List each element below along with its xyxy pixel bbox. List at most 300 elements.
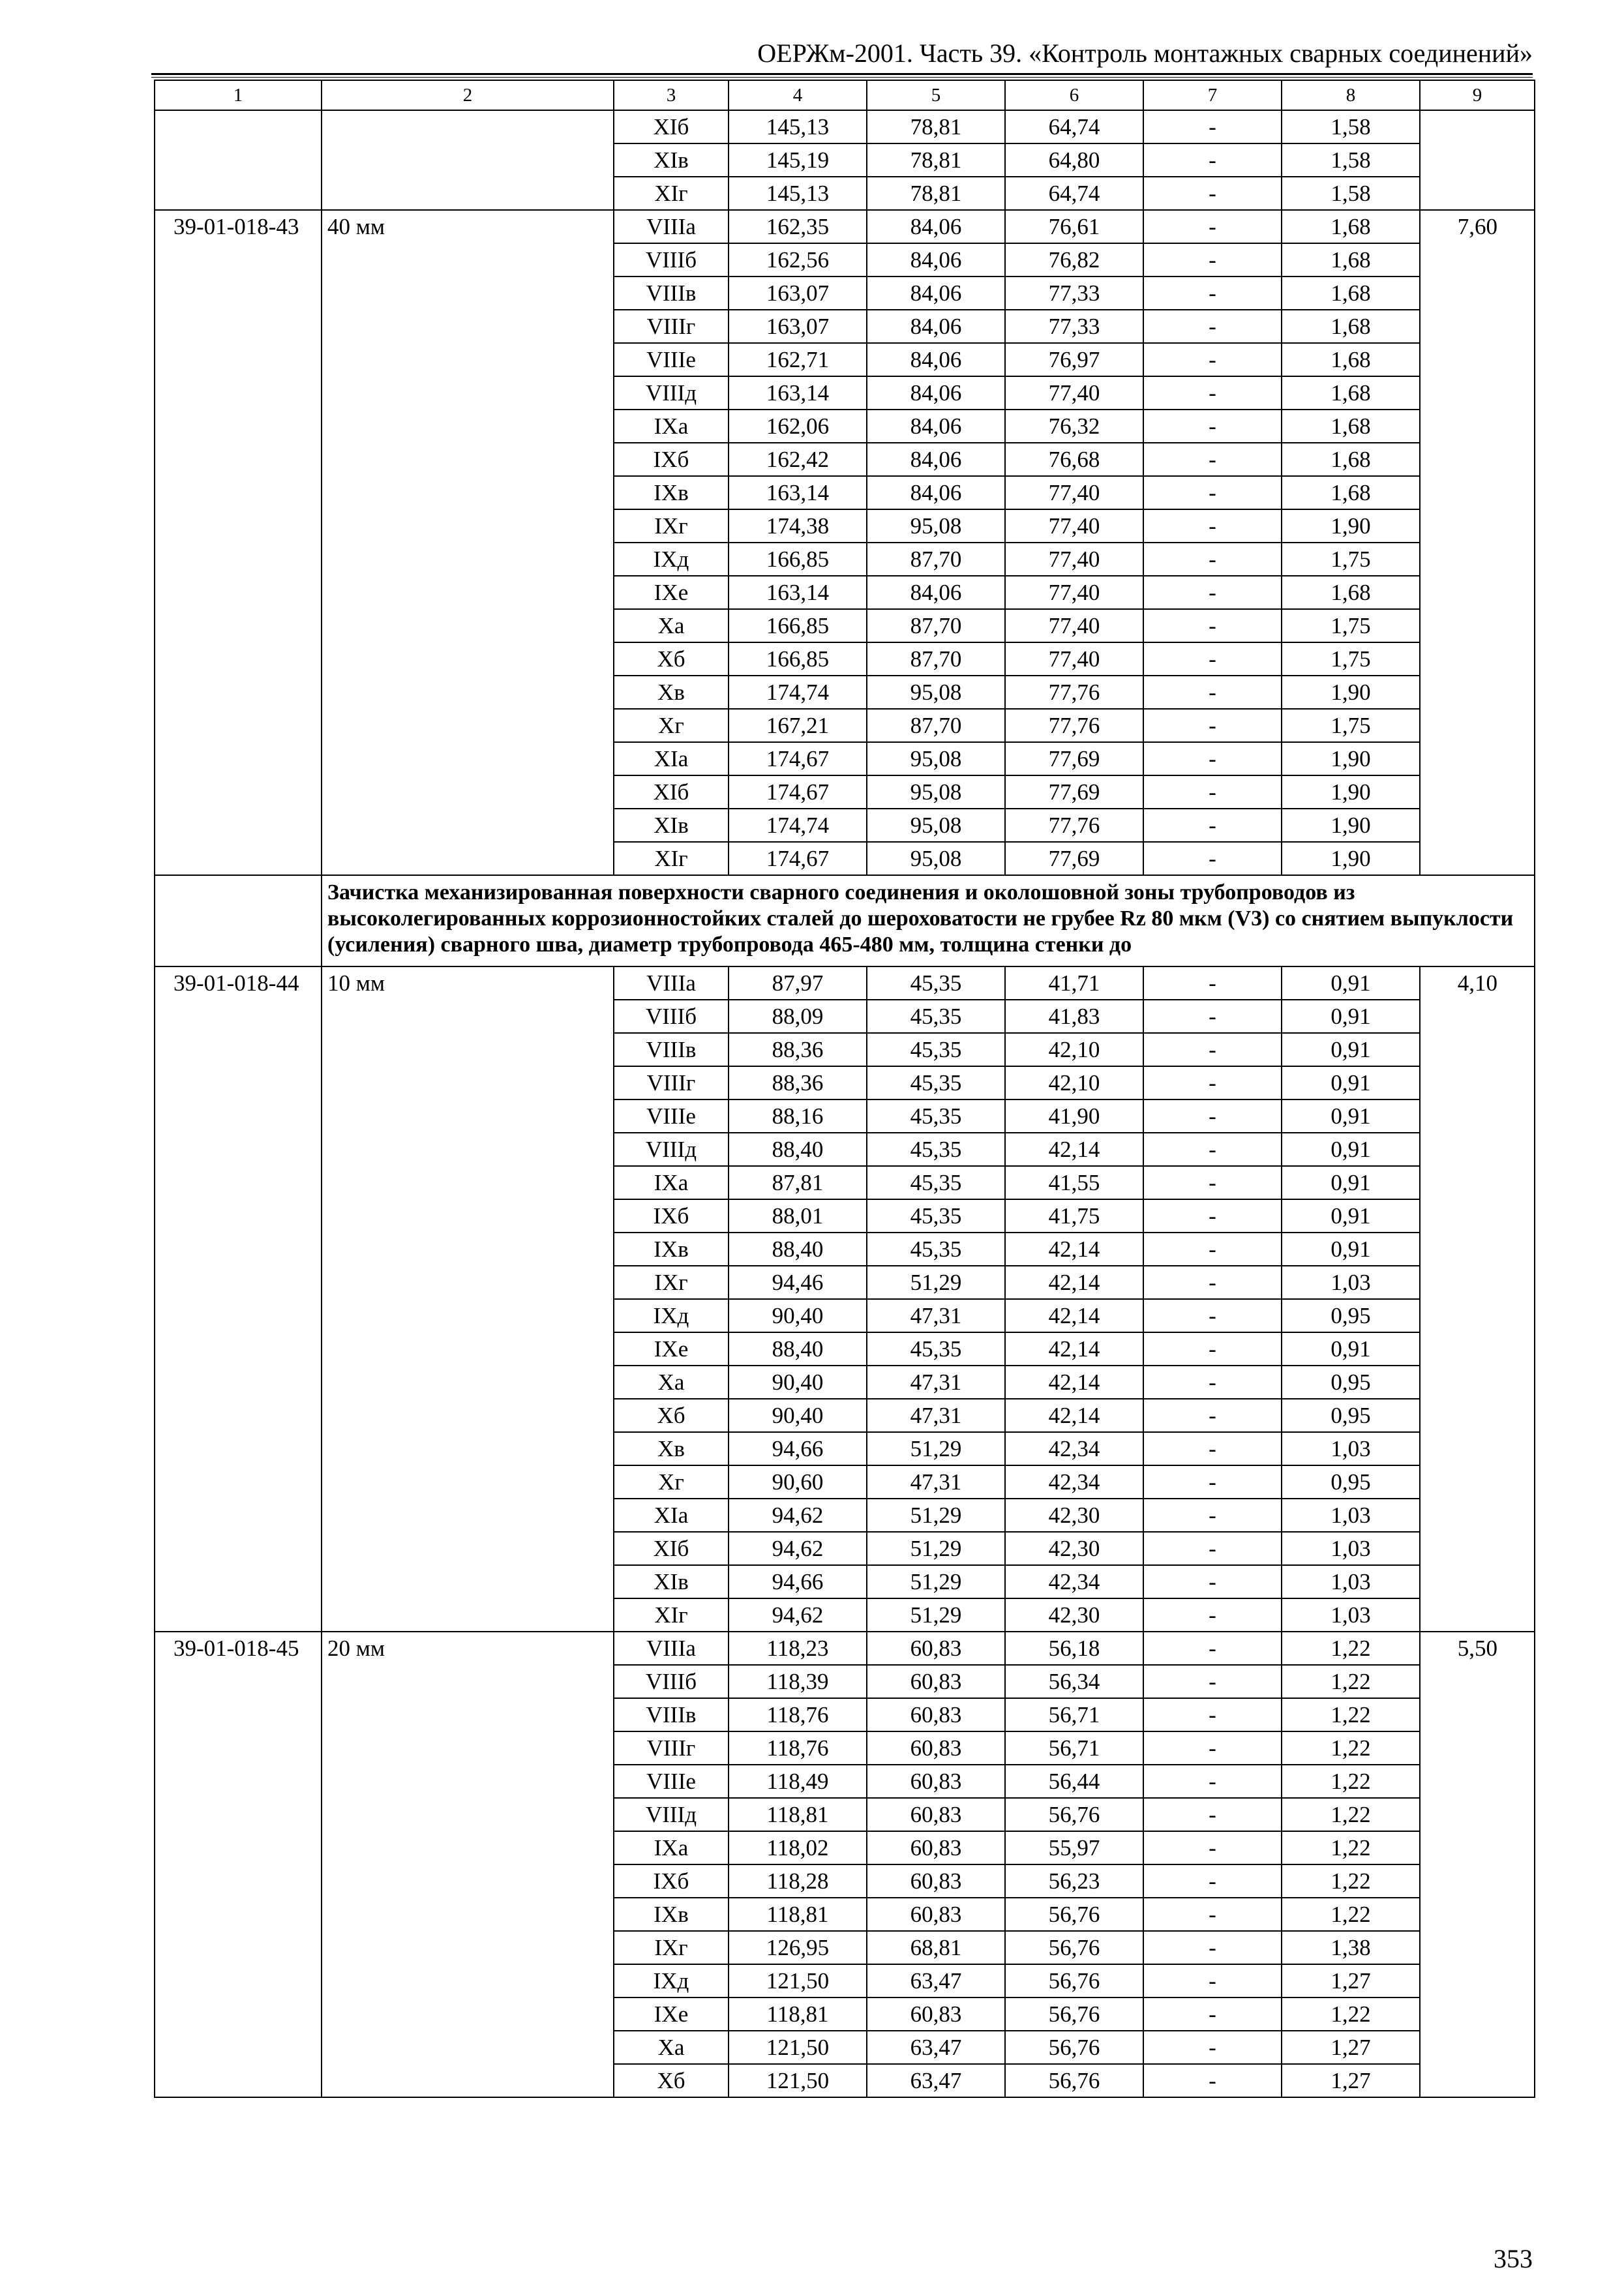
value-cell: VIIIг [614, 310, 729, 343]
value-cell: 166,85 [729, 543, 867, 576]
value-cell: 45,35 [867, 1066, 1005, 1100]
value-cell: 42,34 [1005, 1432, 1143, 1465]
value-cell: - [1143, 842, 1282, 875]
value-cell: 95,08 [867, 809, 1005, 842]
value-cell: IXе [614, 1332, 729, 1366]
page-number: 353 [1494, 2244, 1533, 2273]
code-cell: 39-01-018-43 [155, 210, 322, 875]
value-cell: Xб [614, 2064, 729, 2097]
value-cell: 1,90 [1282, 842, 1420, 875]
value-cell: 162,42 [729, 443, 867, 476]
value-cell: 56,76 [1005, 1798, 1143, 1831]
value-cell: - [1143, 1765, 1282, 1798]
value-cell: 56,18 [1005, 1632, 1143, 1665]
value-cell: 163,07 [729, 310, 867, 343]
value-cell: 88,16 [729, 1100, 867, 1133]
value-cell: 1,22 [1282, 1765, 1420, 1798]
value-cell: VIIIв [614, 277, 729, 310]
value-cell: - [1143, 1133, 1282, 1166]
value-cell: 78,81 [867, 110, 1005, 143]
value-cell: - [1143, 509, 1282, 543]
value-cell: 121,50 [729, 2064, 867, 2097]
value-cell: 45,35 [867, 1332, 1005, 1366]
value-cell: VIIIв [614, 1698, 729, 1731]
value-cell: 42,14 [1005, 1233, 1143, 1266]
value-cell: 42,10 [1005, 1066, 1143, 1100]
value-cell: 1,90 [1282, 676, 1420, 709]
column-number: 6 [1005, 80, 1143, 110]
value-cell: 1,75 [1282, 609, 1420, 642]
value-cell: 1,22 [1282, 1831, 1420, 1864]
value-cell: 90,40 [729, 1366, 867, 1399]
value-cell: 42,30 [1005, 1598, 1143, 1632]
value-cell: VIIIа [614, 210, 729, 243]
value-cell: - [1143, 775, 1282, 809]
value-cell: 87,81 [729, 1166, 867, 1199]
value-cell: 162,35 [729, 210, 867, 243]
value-cell: 118,76 [729, 1698, 867, 1731]
code-cell [155, 110, 322, 210]
value-cell: 1,22 [1282, 1731, 1420, 1765]
value-cell: 56,76 [1005, 1964, 1143, 1997]
value-cell: VIIIб [614, 1000, 729, 1033]
value-cell: 162,56 [729, 243, 867, 277]
value-cell: IXв [614, 1898, 729, 1931]
value-cell: - [1143, 243, 1282, 277]
table-row [155, 1632, 1535, 1665]
value-cell: 60,83 [867, 1765, 1005, 1798]
value-cell: 1,38 [1282, 1931, 1420, 1964]
value-cell: - [1143, 1898, 1282, 1931]
value-cell: 60,83 [867, 1731, 1005, 1765]
value-cell: - [1143, 1465, 1282, 1499]
value-cell: 88,40 [729, 1332, 867, 1366]
section-row [155, 875, 1535, 966]
value-cell: XIв [614, 143, 729, 177]
value-cell: 84,06 [867, 443, 1005, 476]
value-cell: VIIIе [614, 1765, 729, 1798]
value-cell: 87,70 [867, 543, 1005, 576]
value-cell: 174,67 [729, 775, 867, 809]
value-cell: - [1143, 443, 1282, 476]
column-number: 7 [1143, 80, 1282, 110]
value-cell: 1,22 [1282, 1864, 1420, 1898]
value-cell: 1,22 [1282, 1898, 1420, 1931]
value-cell: 88,09 [729, 1000, 867, 1033]
value-cell: 76,68 [1005, 443, 1143, 476]
value-cell: 42,34 [1005, 1465, 1143, 1499]
value-cell: 1,68 [1282, 410, 1420, 443]
value-cell: 88,01 [729, 1199, 867, 1233]
value-cell: 0,91 [1282, 1033, 1420, 1066]
value-cell: - [1143, 1366, 1282, 1399]
value-cell: 1,03 [1282, 1266, 1420, 1299]
value-cell: 56,71 [1005, 1731, 1143, 1765]
value-cell: 87,70 [867, 642, 1005, 676]
table-row [155, 210, 1535, 243]
value-cell: 88,40 [729, 1233, 867, 1266]
value-cell: 56,76 [1005, 1997, 1143, 2031]
value-cell: 1,68 [1282, 443, 1420, 476]
value-cell: 88,40 [729, 1133, 867, 1166]
value-cell: - [1143, 609, 1282, 642]
value-cell: - [1143, 2031, 1282, 2064]
value-cell: 145,19 [729, 143, 867, 177]
value-cell: 1,68 [1282, 476, 1420, 509]
value-cell: 51,29 [867, 1266, 1005, 1299]
value-cell: XIб [614, 110, 729, 143]
value-cell: 1,75 [1282, 642, 1420, 676]
value-cell: 42,30 [1005, 1499, 1143, 1532]
value-cell: 60,83 [867, 1997, 1005, 2031]
value-cell: 95,08 [867, 775, 1005, 809]
value-cell: 60,83 [867, 1632, 1005, 1665]
value-cell: 126,95 [729, 1931, 867, 1964]
column-number: 4 [729, 80, 867, 110]
value-cell: IXд [614, 1964, 729, 1997]
value-cell: 47,31 [867, 1399, 1005, 1432]
code-cell: 39-01-018-45 [155, 1632, 322, 2097]
value-cell: 41,90 [1005, 1100, 1143, 1133]
value-cell: 45,35 [867, 1000, 1005, 1033]
value-cell: 60,83 [867, 1898, 1005, 1931]
value-cell: VIIIа [614, 1632, 729, 1665]
value-cell: 51,29 [867, 1598, 1005, 1632]
value-cell: 77,69 [1005, 775, 1143, 809]
value-cell: 63,47 [867, 2064, 1005, 2097]
column-number: 2 [322, 80, 614, 110]
value-cell: 94,62 [729, 1499, 867, 1532]
value-cell: 163,14 [729, 376, 867, 410]
value-cell: - [1143, 210, 1282, 243]
value-cell: 76,32 [1005, 410, 1143, 443]
thickness-cell: 40 мм [322, 210, 614, 875]
value-cell: VIIIе [614, 1100, 729, 1133]
total-cell: 4,10 [1420, 966, 1535, 1632]
value-cell: 0,91 [1282, 1000, 1420, 1033]
value-cell: - [1143, 1166, 1282, 1199]
value-cell: 94,62 [729, 1598, 867, 1632]
value-cell: 60,83 [867, 1864, 1005, 1898]
value-cell: 1,90 [1282, 509, 1420, 543]
value-cell: IXа [614, 1831, 729, 1864]
value-cell: 1,22 [1282, 1997, 1420, 2031]
value-cell: VIIIб [614, 1665, 729, 1698]
value-cell: 1,58 [1282, 143, 1420, 177]
column-number: 8 [1282, 80, 1420, 110]
value-cell: - [1143, 1598, 1282, 1632]
value-cell: VIIIе [614, 343, 729, 376]
value-cell: 1,68 [1282, 576, 1420, 609]
value-cell: 78,81 [867, 177, 1005, 210]
value-cell: 84,06 [867, 476, 1005, 509]
value-cell: 174,67 [729, 742, 867, 775]
thickness-cell: 20 мм [322, 1632, 614, 2097]
value-cell: 90,40 [729, 1399, 867, 1432]
value-cell: 88,36 [729, 1066, 867, 1100]
value-cell: 121,50 [729, 2031, 867, 2064]
column-number: 1 [155, 80, 322, 110]
value-cell: 163,14 [729, 576, 867, 609]
value-cell: 42,30 [1005, 1532, 1143, 1565]
value-cell: 51,29 [867, 1432, 1005, 1465]
value-cell: - [1143, 1632, 1282, 1665]
value-cell: 60,83 [867, 1798, 1005, 1831]
column-number: 5 [867, 80, 1005, 110]
value-cell: - [1143, 1066, 1282, 1100]
value-cell: XIб [614, 775, 729, 809]
value-cell: 77,33 [1005, 277, 1143, 310]
thickness-cell: 10 мм [322, 966, 614, 1632]
value-cell: - [1143, 476, 1282, 509]
value-cell: 94,66 [729, 1565, 867, 1598]
value-cell: IXб [614, 1864, 729, 1898]
value-cell: 166,85 [729, 642, 867, 676]
value-cell: 1,58 [1282, 110, 1420, 143]
value-cell: 1,22 [1282, 1698, 1420, 1731]
value-cell: 77,76 [1005, 676, 1143, 709]
value-cell: 145,13 [729, 177, 867, 210]
value-cell: VIIIа [614, 966, 729, 1000]
value-cell: IXг [614, 1266, 729, 1299]
value-cell: 56,76 [1005, 2031, 1143, 2064]
value-cell: IXв [614, 1233, 729, 1266]
value-cell: 162,71 [729, 343, 867, 376]
value-cell: 56,44 [1005, 1765, 1143, 1798]
value-cell: - [1143, 177, 1282, 210]
value-cell: - [1143, 1233, 1282, 1266]
value-cell: VIIIг [614, 1731, 729, 1765]
value-cell: 167,21 [729, 709, 867, 742]
value-cell: - [1143, 1499, 1282, 1532]
value-cell: 47,31 [867, 1299, 1005, 1332]
value-cell: 0,95 [1282, 1465, 1420, 1499]
value-cell: 56,76 [1005, 2064, 1143, 2097]
value-cell: - [1143, 1000, 1282, 1033]
value-cell: - [1143, 376, 1282, 410]
value-cell: 55,97 [1005, 1831, 1143, 1864]
value-cell: 95,08 [867, 842, 1005, 875]
value-cell: 42,14 [1005, 1133, 1143, 1166]
value-cell: - [1143, 1033, 1282, 1066]
table-row [155, 966, 1535, 1000]
value-cell: - [1143, 1698, 1282, 1731]
value-cell: - [1143, 410, 1282, 443]
value-cell: 84,06 [867, 210, 1005, 243]
value-cell: 64,74 [1005, 110, 1143, 143]
value-cell: 47,31 [867, 1465, 1005, 1499]
value-cell: 45,35 [867, 1199, 1005, 1233]
value-cell: Xа [614, 609, 729, 642]
value-cell: 0,91 [1282, 1332, 1420, 1366]
value-cell: Xб [614, 1399, 729, 1432]
value-cell: 1,68 [1282, 376, 1420, 410]
value-cell: - [1143, 2064, 1282, 2097]
value-cell: 0,91 [1282, 966, 1420, 1000]
value-cell: IXб [614, 443, 729, 476]
value-cell: 47,31 [867, 1366, 1005, 1399]
value-cell: IXд [614, 543, 729, 576]
value-cell: - [1143, 576, 1282, 609]
value-cell: 1,90 [1282, 775, 1420, 809]
value-cell: 42,14 [1005, 1332, 1143, 1366]
value-cell: - [1143, 1831, 1282, 1864]
value-cell: 118,49 [729, 1765, 867, 1798]
value-cell: 84,06 [867, 343, 1005, 376]
value-cell: 42,14 [1005, 1299, 1143, 1332]
value-cell: 60,83 [867, 1665, 1005, 1698]
value-cell: - [1143, 1731, 1282, 1765]
value-cell: 163,07 [729, 277, 867, 310]
value-cell: 1,03 [1282, 1565, 1420, 1598]
value-cell: 42,14 [1005, 1266, 1143, 1299]
value-cell: 77,40 [1005, 376, 1143, 410]
value-cell: - [1143, 1964, 1282, 1997]
value-cell: 94,66 [729, 1432, 867, 1465]
value-cell: 42,14 [1005, 1366, 1143, 1399]
value-cell: 90,40 [729, 1299, 867, 1332]
value-cell: IXг [614, 509, 729, 543]
value-cell: 0,95 [1282, 1366, 1420, 1399]
norms-table [154, 80, 1535, 2098]
value-cell: 87,70 [867, 609, 1005, 642]
section-description: Зачистка механизированная поверхности сварного соединения и околошовной зоны трубопроводов из высоколегированных коррозионностойких сталей до шероховатости не грубее Rz 80 мкм (V3) со снятием выпуклости (усиления) сварного шва, диаметр трубопровода 465-480 мм, толщина стенки до [322, 875, 1535, 966]
value-cell: 60,83 [867, 1831, 1005, 1864]
value-cell: IXа [614, 1166, 729, 1199]
value-cell: 76,82 [1005, 243, 1143, 277]
value-cell: - [1143, 709, 1282, 742]
value-cell: 1,68 [1282, 343, 1420, 376]
value-cell: 77,40 [1005, 543, 1143, 576]
value-cell: 56,76 [1005, 1931, 1143, 1964]
code-cell: 39-01-018-44 [155, 966, 322, 1632]
value-cell: 84,06 [867, 410, 1005, 443]
value-cell: 0,91 [1282, 1166, 1420, 1199]
value-cell: 1,03 [1282, 1598, 1420, 1632]
value-cell: 68,81 [867, 1931, 1005, 1964]
value-cell: - [1143, 343, 1282, 376]
value-cell: - [1143, 543, 1282, 576]
value-cell: 42,14 [1005, 1399, 1143, 1432]
value-cell: VIIIд [614, 1798, 729, 1831]
value-cell: 94,62 [729, 1532, 867, 1565]
column-number-row [155, 80, 1535, 110]
value-cell: Xв [614, 676, 729, 709]
total-cell: 5,50 [1420, 1632, 1535, 2097]
value-cell: 41,55 [1005, 1166, 1143, 1199]
value-cell: 63,47 [867, 2031, 1005, 2064]
value-cell: - [1143, 1997, 1282, 2031]
value-cell: 41,83 [1005, 1000, 1143, 1033]
value-cell: Xв [614, 1432, 729, 1465]
value-cell: 84,06 [867, 277, 1005, 310]
total-cell [1420, 110, 1535, 210]
value-cell: - [1143, 966, 1282, 1000]
value-cell: - [1143, 1931, 1282, 1964]
value-cell: 77,33 [1005, 310, 1143, 343]
value-cell: 76,97 [1005, 343, 1143, 376]
value-cell: 1,22 [1282, 1665, 1420, 1698]
value-cell: 145,13 [729, 110, 867, 143]
value-cell: 174,74 [729, 676, 867, 709]
value-cell: 51,29 [867, 1499, 1005, 1532]
value-cell: 64,80 [1005, 143, 1143, 177]
value-cell: 1,75 [1282, 709, 1420, 742]
table-row [155, 110, 1535, 143]
value-cell: 174,74 [729, 809, 867, 842]
value-cell: 77,40 [1005, 609, 1143, 642]
value-cell: Xг [614, 709, 729, 742]
value-cell: XIб [614, 1532, 729, 1565]
value-cell: 94,46 [729, 1266, 867, 1299]
value-cell: 1,27 [1282, 2064, 1420, 2097]
value-cell: 0,91 [1282, 1133, 1420, 1166]
value-cell: 60,83 [867, 1698, 1005, 1731]
value-cell: 118,23 [729, 1632, 867, 1665]
value-cell: 166,85 [729, 609, 867, 642]
value-cell: - [1143, 1665, 1282, 1698]
value-cell: IXа [614, 410, 729, 443]
value-cell: 118,02 [729, 1831, 867, 1864]
value-cell: 1,03 [1282, 1432, 1420, 1465]
table-body [155, 80, 1535, 2097]
value-cell: - [1143, 1299, 1282, 1332]
value-cell: 95,08 [867, 676, 1005, 709]
value-cell: 1,68 [1282, 277, 1420, 310]
value-cell: 77,40 [1005, 476, 1143, 509]
value-cell: 84,06 [867, 243, 1005, 277]
value-cell: 0,91 [1282, 1066, 1420, 1100]
value-cell: 56,71 [1005, 1698, 1143, 1731]
value-cell: 42,34 [1005, 1565, 1143, 1598]
value-cell: XIг [614, 842, 729, 875]
value-cell: 77,40 [1005, 509, 1143, 543]
value-cell: XIг [614, 1598, 729, 1632]
value-cell: 88,36 [729, 1033, 867, 1066]
value-cell: 45,35 [867, 1233, 1005, 1266]
value-cell: - [1143, 1432, 1282, 1465]
value-cell: - [1143, 110, 1282, 143]
value-cell: 76,61 [1005, 210, 1143, 243]
value-cell: 64,74 [1005, 177, 1143, 210]
column-number: 9 [1420, 80, 1535, 110]
value-cell: 51,29 [867, 1532, 1005, 1565]
value-cell: - [1143, 1565, 1282, 1598]
value-cell: 84,06 [867, 576, 1005, 609]
value-cell: 51,29 [867, 1565, 1005, 1598]
value-cell: Xб [614, 642, 729, 676]
value-cell: VIIIд [614, 376, 729, 410]
value-cell: 45,35 [867, 1133, 1005, 1166]
value-cell: 118,81 [729, 1798, 867, 1831]
value-cell: XIа [614, 742, 729, 775]
value-cell: - [1143, 1798, 1282, 1831]
value-cell: 1,27 [1282, 2031, 1420, 2064]
value-cell: XIа [614, 1499, 729, 1532]
value-cell: 77,69 [1005, 742, 1143, 775]
value-cell: - [1143, 676, 1282, 709]
value-cell: 0,95 [1282, 1299, 1420, 1332]
value-cell: 174,67 [729, 842, 867, 875]
value-cell: 77,40 [1005, 576, 1143, 609]
value-cell: 118,81 [729, 1898, 867, 1931]
value-cell: 1,90 [1282, 809, 1420, 842]
value-cell: 1,75 [1282, 543, 1420, 576]
total-cell: 7,60 [1420, 210, 1535, 875]
value-cell: XIг [614, 177, 729, 210]
header-rule [151, 73, 1533, 75]
value-cell: 56,23 [1005, 1864, 1143, 1898]
